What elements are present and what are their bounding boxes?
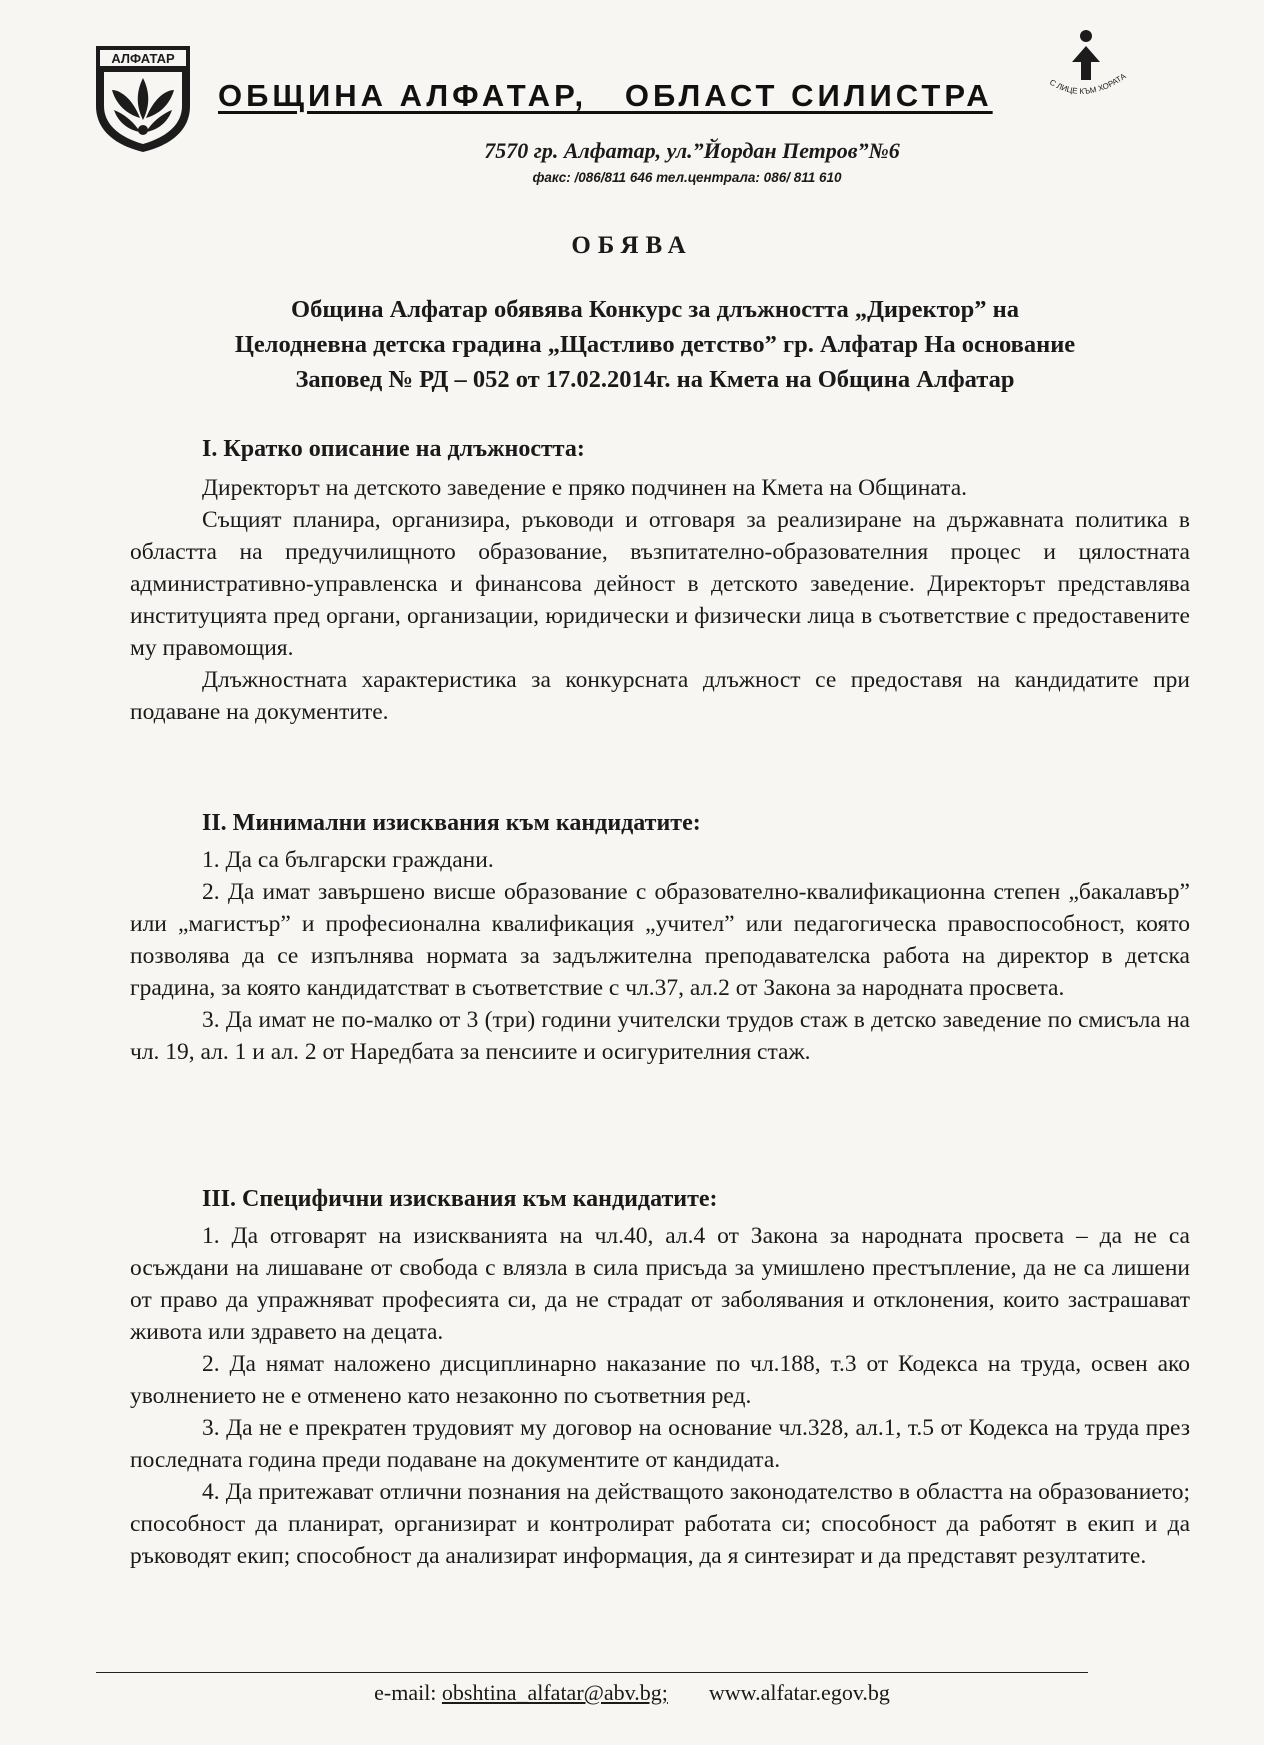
paragraph: Същият планира, организира, ръководи и отговаря за реализиране на държавната политика в областта на предучилищното образование, възпитателно-образователния процес и цялостната административно-управленска и финансова дейност в детското заведение. Директорът представлява институцията пред органи, организации, юридически и физически лица в съответствие с предоставените му правомощия.: [130, 507, 1190, 661]
address: 7570 гр. Алфатар, ул.”Йордан Петров”№6: [484, 138, 900, 163]
crest-text: АЛФАТАР: [111, 51, 175, 66]
list-item: 2. Да нямат наложено дисциплинарно наказание по чл.188, т.3 от Кодекса на труда, освен ако уволнението не е отменено като незаконно по съответния ред.: [130, 1351, 1190, 1409]
section-heading: III. Специфични изисквания към кандидатите:: [202, 1186, 718, 1212]
list-item: 3. Да не е прекратен трудовият му договор на основание чл.328, ал.1, т.5 от Кодекса на труда през последната година преди подаване на документите от кандидата.: [130, 1415, 1190, 1473]
list-item: 3. Да имат не по-малко от 3 (три) години учителски трудов стаж в детско заведение по смисъла на чл. 19, ал. 1 и ал. 2 от Наредбата за пенсиите и осигурителния стаж.: [130, 1007, 1190, 1065]
paragraph: Длъжностната характеристика за конкурсната длъжност се предоставя на кандидатите при подаване на документите.: [130, 667, 1190, 725]
section-heading: I. Кратко описание на длъжността:: [202, 436, 585, 462]
section-body: [130, 472, 1190, 728]
footer-divider: [96, 1672, 1088, 1673]
document-title: ОБЯВА: [571, 232, 693, 259]
website-link[interactable]: www.alfatar.egov.bg: [708, 1680, 890, 1705]
email-label: e-mail:: [374, 1680, 437, 1705]
list-item: 2. Да имат завършено висше образование с образователно-квалификационна степен „бакалавър” или „магистър” и професионална квалификация „учител” или педагогическа правоспособност, която позволява да се изпълнява нормата за задължителна преподавателска работа на директор в детска градина, за която кандидатстват в съответствие с чл.37, ал.2 от Закона за народната просвета.: [130, 879, 1190, 1001]
list-item: 4. Да притежават отлични познания на действащото законодателство в областта на образованието; способност да планират, организират и контролират работата си; способност да работят в екип и да ръководят екип; способност да анализират информация, да я синтезират и да представят резултатите.: [130, 1479, 1190, 1569]
footer: [0, 1680, 1264, 1706]
email-link[interactable]: obshtina_alfatar@abv.bg;: [441, 1680, 668, 1705]
contact-numbers: факс: /086/811 646 тел.централа: 086/ 811 610: [532, 170, 842, 185]
paragraph: Директорът на детското заведение е пряко подчинен на Кмета на Общината.: [202, 475, 968, 501]
municipality-name: ОБЩИНА АЛФАТАР, ОБЛАСТ СИЛИСТРА: [218, 78, 993, 113]
people-facing-emblem-icon: [1030, 26, 1150, 106]
intro-line: Заповед № РД – 052 от 17.02.2014г. на Кмета на Община Алфатар: [295, 366, 1015, 393]
intro-line: Община Алфатар обявява Конкурс за длъжността „Директор” на: [291, 296, 1019, 323]
list-item: 1. Да отговарят на изискванията на чл.40, ал.4 от Закона за народната просвета – да не са осъждани на лишаване от свобода с влязла в сила присъда за умишлено престъпление, да не са лишени от право да упражняват професията си, да не страдат от заболявания и отклонения, които застрашават живота или здравето на децата.: [130, 1223, 1190, 1345]
announcement-intro: [150, 292, 1160, 397]
emblem-text: С ЛИЦЕ КЪМ ХОРАТА: [1048, 71, 1128, 96]
section-heading: II. Минимални изисквания към кандидатите:: [202, 810, 701, 836]
intro-line: Целодневна детска градина „Щастливо детство” гр. Алфатар На основание: [234, 331, 1076, 358]
list-item: 1. Да са български граждани.: [202, 847, 494, 873]
section-body: [130, 844, 1190, 1068]
section-body: [130, 1220, 1190, 1572]
